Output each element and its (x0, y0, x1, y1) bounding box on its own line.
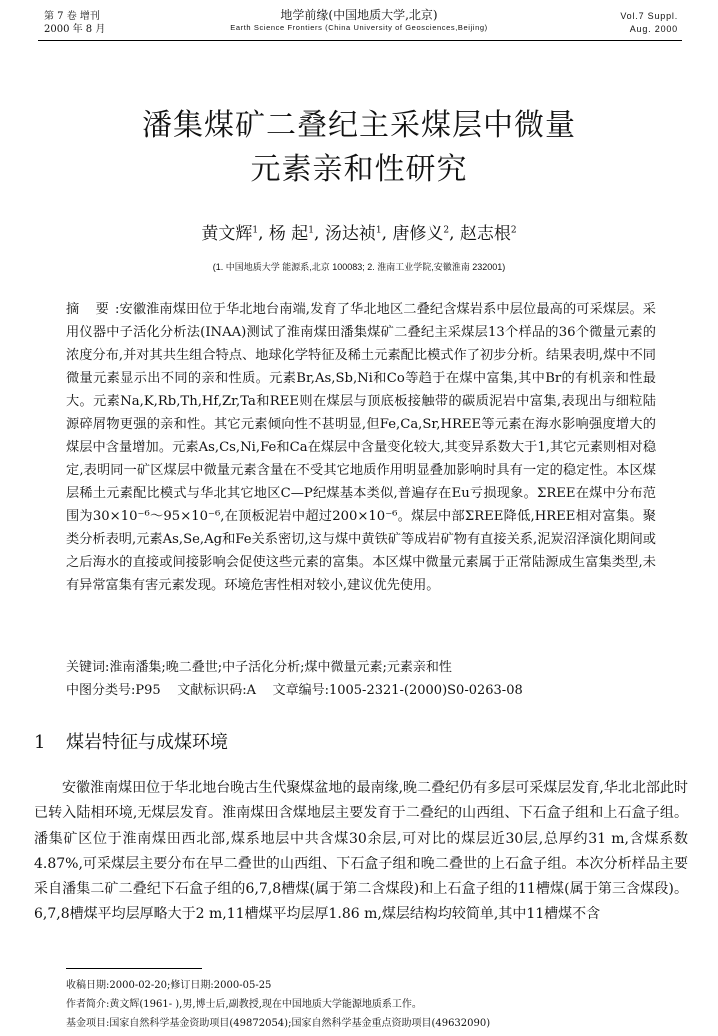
section-title: 煤岩特征与成煤环境 (66, 732, 228, 753)
publication-date: 2000 年 8 月 (44, 24, 106, 35)
footnotes (66, 976, 686, 1033)
section-heading (34, 731, 228, 755)
keywords-text: 淮南潘集;晚二叠世;中子活化分析;煤中微量元素;元素亲和性 (109, 660, 452, 675)
footnote-rule (66, 968, 202, 969)
author-affiliation-mark: 2 (443, 225, 450, 235)
journal-volume-en (620, 10, 678, 36)
author-list (0, 218, 718, 246)
keywords: 关键词:淮南潘集;晚二叠世;中子活化分析;煤中微量元素;元素亲和性 (66, 660, 452, 675)
footnote-received: 收稿日期:2000-02-20;修订日期:2000-05-25 (66, 980, 272, 991)
doc-code-label: 文献标识码 (177, 683, 243, 698)
author-separator: , (258, 223, 264, 244)
clc-label: 中图分类号 (66, 683, 132, 698)
article-number-value: 1005-2321-(2000)S0-0263-08 (328, 683, 523, 698)
author-separator: , (314, 223, 320, 244)
author-affiliation-mark: 1 (375, 225, 382, 235)
author-affiliation-mark: 1 (308, 225, 315, 235)
author-separator: , (449, 223, 455, 244)
title-line-2: 元素亲和性研究 (250, 152, 468, 187)
keywords-block (66, 656, 656, 702)
author-name: 黄文辉 (201, 223, 253, 244)
volume-en: Vol.7 Suppl. (620, 11, 678, 21)
title-line-1: 潘集煤矿二叠纪主采煤层中微量 (142, 108, 576, 143)
abstract-text: 安徽淮南煤田位于华北地台南端,发育了华北地区二叠纪含煤岩系中层位最高的可采煤层。采用仪器中子活化分析法(INAA)测试了淮南煤田潘集煤矿二叠纪主采煤层13个样品的36个微量元素的浓度分布,并对其共生组合特点、地球化学特征及稀土元素配比模式作了初步分析。结果表明,煤中不同微量元素显示出不同的亲和性质。元素Br,As,Sb,Ni和Co等趋于在煤中富集,其中Br的有机亲和性最大。元素Na,K,Rb,Th,Hf,Zr,Ta和REE则在煤层与顶底板接触带的碳质泥岩中富集,表现出与细粒陆源碎屑物更强的亲和性。其它元素倾向性不甚明显,但Fe,Ca,Sr,HREE等元素在海水影响强度增大的煤层中含量增加。元素As,Cs,Ni,Fe和Ca在煤层中含量变化较大,其变异系数大于1,其它元素则相对稳定,表明同一矿区煤层中微量元素含量在不受其它地质作用明显叠加影响时具有一定的稳定性。本区煤层稀土元素配比模式与华北其它地区C—P纪煤基本类似,普遍存在Eu亏损现象。ΣREE在煤中分布范围为30×10⁻⁶～95×10⁻⁶,在顶板泥岩中超过200×10⁻⁶。煤层中部ΣREE降低,HREE相对富集。聚类分析表明,元素As,Se,Ag和Fe关系密切,这与煤中黄铁矿等成岩矿物有直接关系,泥炭沼泽演化期间或之后海水的直接或间接影响会促使这些元素的富集。本区煤中微量元素属于正常陆源成生富集类型,未有异常富集有害元素发现。环境危害性相对较小,建议优先使用。 (66, 302, 656, 593)
footnote-funding: 基金项目:国家自然科学基金资助项目(49872054);国家自然科学基金重点资助项目(49632090) (66, 1018, 491, 1029)
journal-name-en: Earth Science Frontiers (China University of Geosciences,Beijing) (230, 23, 488, 32)
article-number-label: 文章编号 (272, 683, 325, 698)
abstract: 摘 要:安徽淮南煤田位于华北地台南端,发育了华北地区二叠纪含煤岩系中层位最高的可采煤层。采用仪器中子活化分析法(INAA)测试了淮南煤田潘集煤矿二叠纪主采煤层13个样品的36个微量元素的浓度分布,并对其共生组合特点、地球化学特征及稀土元素配比模式作了初步分析。结果表明,煤中不同微量元素显示出不同的亲和性质。元素Br,As,Sb,Ni和Co等趋于在煤中富集,其中Br的有机亲和性最大。元素Na,K,Rb,Th,Hf,Zr,Ta和REE则在煤层与顶底板接触带的碳质泥岩中富集,表现出与细粒陆源碎屑物更强的亲和性。其它元素倾向性不甚明显,但Fe,Ca,Sr,HREE等元素在海水影响强度增大的煤层中含量增加。元素As,Cs,Ni,Fe和Ca在煤层中含量变化较大,其变异系数大于1,其它元素则相对稳定,表明同一矿区煤层中微量元素含量在不受其它地质作用明显叠加影响时具有一定的稳定性。本区煤层稀土元素配比模式与华北其它地区C—P纪煤基本类似,普遍存在Eu亏损现象。ΣREE在煤中分布范围为30×10⁻⁶～95×10⁻⁶,在顶板泥岩中超过200×10⁻⁶。煤层中部ΣREE降低,HREE相对富集。聚类分析表明,元素As,Se,Ag和Fe关系密切,这与煤中黄铁矿等成岩矿物有直接关系,泥炭沼泽演化期间或之后海水的直接或间接影响会促使这些元素的富集。本区煤中微量元素属于正常陆源成生富集类型,未有异常富集有害元素发现。环境危害性相对较小,建议优先使用。 (66, 302, 656, 593)
author-name: 唐修义 (392, 223, 444, 244)
author (392, 224, 449, 244)
affiliations: (1. 中国地质大学 能源系,北京 100083; 2. 淮南工业学院,安徽淮南 232001) (212, 262, 506, 272)
author-affiliation-mark: 1 (252, 225, 259, 235)
clc-value: P95 (135, 683, 161, 698)
classification-line: 中图分类号:P95 文献标识码:A 文章编号:1005-2321-(2000)S0-0263-08 (66, 683, 523, 698)
author-name: 汤达祯 (324, 223, 376, 244)
date-en: Aug. 2000 (629, 24, 678, 34)
paper-title (0, 104, 718, 192)
section-number: 1 (34, 732, 46, 753)
author-name: 杨 起 (268, 223, 309, 244)
volume-issue: 第 7 卷 增刊 (44, 11, 100, 22)
footnote-author-intro: 作者简介:黄文辉(1961- ),男,博士后,副教授,现在中国地质大学能源地质系工作。 (66, 999, 422, 1010)
author (269, 224, 314, 244)
journal-volume (44, 10, 105, 36)
abstract-label: 摘 要 (66, 302, 115, 317)
author-separator: , (381, 223, 387, 244)
body-paragraph: 安徽淮南煤田位于华北地台晚古生代聚煤盆地的最南缘,晚二叠纪仍有多层可采煤层发育,华北北部此时已转入陆相环境,无煤层发育。淮南煤田含煤地层主要发育于二叠纪的山西组、下石盒子组和上石盒子组。潘集矿区位于淮南煤田西北部,煤系地层中共含煤30余层,可对比的煤层近30层,总厚约31 m,含煤系数4.87%,可采煤层主要分布在早二叠世的山西组、下石盒子组和晚二叠世的上石盒子组。本次分析样品主要采自潘集二矿二叠纪下石盒子组的6,7,8槽煤(属于第二含煤段)和上石盒子组的11槽煤(属于第三含煤段)。6,7,8槽煤平均层厚略大于2 m,11槽煤平均层厚1.86 m,煤层结构均较简单,其中11槽煤不含 (34, 780, 688, 923)
author (201, 224, 258, 244)
journal-name-cn: 地学前缘(中国地质大学,北京) (280, 8, 438, 22)
author-affiliation-mark: 2 (510, 225, 517, 235)
journal-name (150, 8, 568, 33)
author (325, 224, 382, 244)
doc-code-value: A (246, 683, 257, 698)
author (460, 224, 517, 244)
keywords-label: 关键词 (66, 660, 106, 675)
author-name: 赵志根 (459, 223, 511, 244)
header-rule (38, 40, 682, 41)
